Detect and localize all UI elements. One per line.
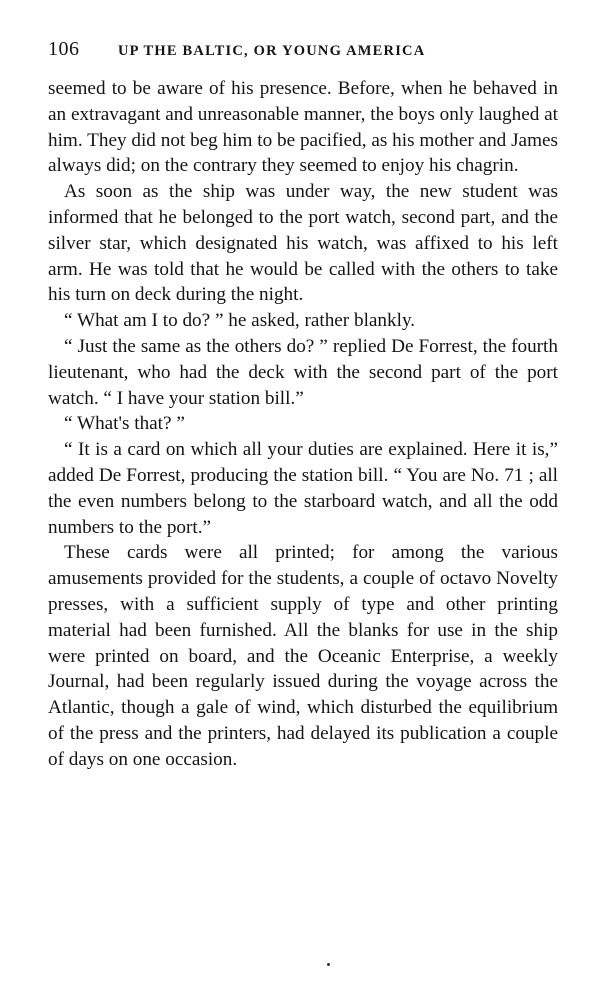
paragraph: “ It is a card on which all your duties are explained. Here it is,” added De Forrest, producing the station bill. “ You are No. 71 ; all the even numbers belong to the starboard watch, and all the odd numbers to the port.” [48,439,558,538]
running-title: UP THE BALTIC, OR YOUNG AMERICA [118,43,426,59]
paragraph: As soon as the ship was under way, the new student was informed that he belonged to the port watch, second part, and the silver star, which designated his watch, was affixed to his left arm. He was told that he would be called with the others to take his turn on deck during the night. [48,181,558,306]
paragraph-continued: seemed to be aware of his presence. Before, when he behaved in an extravagant and unreasonable manner, the boys only laughed at him. They did not beg him to be pacified, as his mother and James always did; on the contrary they seemed to enjoy his chagrin. [48,78,558,177]
running-head [48,38,558,66]
book-page [48,38,558,773]
paragraph: “ What's that? ” [64,413,185,435]
paragraph: “ What am I to do? ” he asked, rather blankly. [64,310,416,332]
paragraph: These cards were all printed; for among the various amusements provided for the students, a couple of octavo Novelty presses, with a sufficient supply of type and other printing material had been furnished. All the blanks for use in the ship were printed on board, and the Oceanic Enterprise, a weekly Journal, had been regularly issued during the voyage across the Atlantic, though a gale of wind, which disturbed the equilibrium of the press and the printers, had delayed its publication a couple of days on one occasion. [48,542,558,770]
body-text [48,76,558,773]
paragraph: “ Just the same as the others do? ” replied De Forrest, the fourth lieutenant, who had the deck with the second part of the port watch. “ I have your station bill.” [48,335,558,409]
printer-mark [327,963,330,966]
page-number: 106 [48,38,80,60]
